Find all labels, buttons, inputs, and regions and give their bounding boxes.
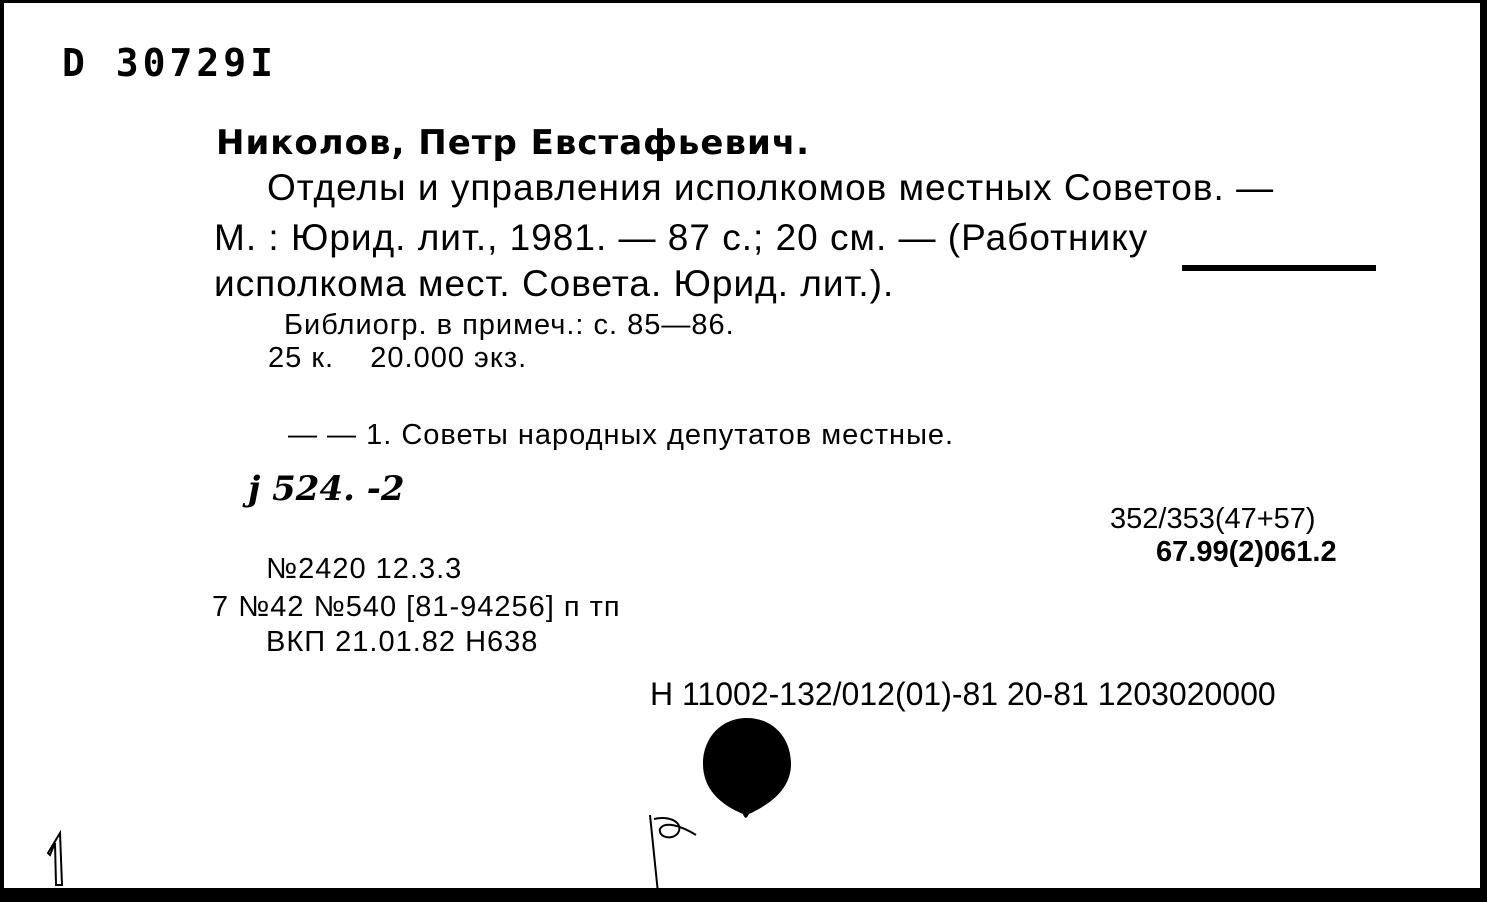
catalog-card — [4, 3, 1480, 888]
bbk-classification: 67.99(2)061.2 — [1156, 536, 1337, 568]
udc-classification: 352/353(47+57) — [1110, 503, 1316, 535]
subject-heading: — — 1. Советы народных депутатов местные. — [288, 419, 955, 451]
tech-line-1: №2420 12.3.3 — [266, 553, 463, 585]
title-line-1: Отделы и управления исполкомов местных Советов. — — [267, 167, 1275, 208]
price-edition-note: 25 к. 20.000 экз. — [268, 342, 528, 374]
publisher-code-line: Н 11002-132/012(01)-81 20-81 1203020000 — [650, 676, 1276, 712]
bibliography-note: Библиогр. в примеч.: с. 85—86. — [284, 309, 735, 341]
handwritten-scribble-icon — [640, 809, 704, 893]
title-line-3: исполкома мест. Совета. Юрид. лит.). — [214, 263, 895, 304]
call-number: D 30729I — [62, 41, 278, 85]
corner-mark-one — [42, 829, 72, 887]
author-heading: Николов, Петр Евстафьевич. — [216, 123, 811, 163]
title-line-2: М. : Юрид. лит., 1981. — 87 с.; 20 см. — (Работнику — [214, 217, 1149, 258]
tech-line-3: ВКП 21.01.82 Н638 — [266, 626, 539, 658]
tech-line-2: 7 №42 №540 [81-94256] п тп — [212, 591, 621, 623]
handwritten-mark: ј 524. -2 — [248, 469, 405, 509]
series-underline — [1182, 265, 1376, 271]
punch-hole-icon — [701, 714, 793, 820]
